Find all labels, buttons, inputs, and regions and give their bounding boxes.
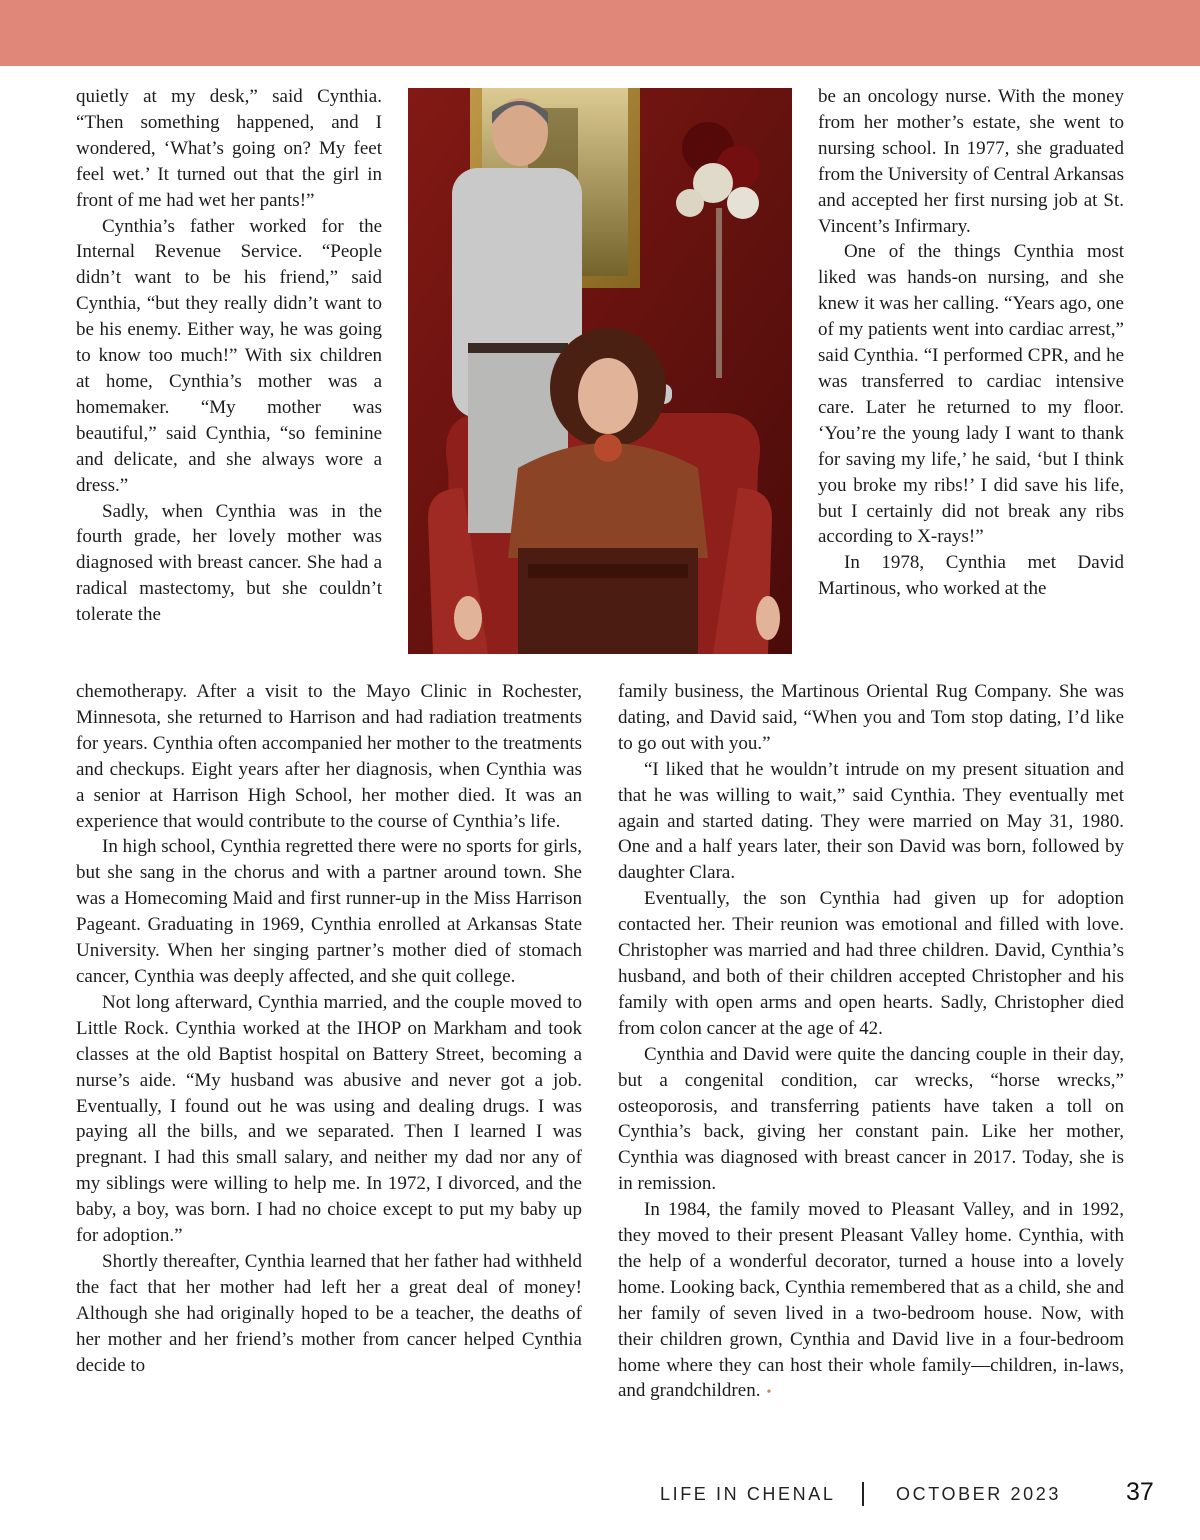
- paragraph: One of the things Cynthia most liked was hands-on nursing, and she knew it was her calling. “Years ago, one of my patients went into cardiac arrest,” said Cynthia. “I performed CPR, and he was transferred to cardiac intensive care. Later he returned to my floor. ‘You’re the young lady I want to thank for saving my life,’ he said, ‘but I think you broke my ribs!’ I did save his life, but I certainly did not break any ribs according to X-rays!”: [818, 241, 1124, 548]
- couple-photo: [408, 88, 792, 654]
- paragraph: chemotherapy. After a visit to the Mayo Clinic in Rochester, Minnesota, she returned to Harrison and had radiation treatments for years. Cynthia often accompanied her mother to the treatments and checkups. Eight years after her diagnosis, when Cynthia was a senior at Harrison High School, her mother died. It was an experience that would contribute to the course of Cynthia’s life.: [76, 681, 582, 832]
- page-number: 37: [1126, 1478, 1154, 1506]
- top-color-band: [0, 0, 1200, 66]
- paragraph: Cynthia’s father worked for the Internal Revenue Service. “People didn’t want to be his friend,” said Cynthia, “but they really didn’t want to be his enemy. Either way, he was going to know too much!” With six children at home, Cynthia’s mother was a homemaker. “My mother was beautiful,” said Cynthia, “so feminine and delicate, and she always wore a dress.”: [76, 215, 382, 496]
- left-column-bottom: [76, 679, 582, 1378]
- paragraph: Shortly thereafter, Cynthia learned that her father had withheld the fact that her mother had left her a great deal of money! Although she had originally hoped to be a teacher, the deaths of her mother and her friend’s mother from cancer helped Cynthia decide to: [76, 1250, 582, 1376]
- left-column-top: [76, 84, 382, 628]
- paragraph: In high school, Cynthia regretted there were no sports for girls, but she sang in the chorus and with a partner around town. She was a Homecoming Maid and first runner-up in the Miss Harrison Pageant. Graduating in 1969, Cynthia enrolled at Arkansas State University. When her singing partner’s mother died of stomach cancer, Cynthia was deeply affected, and she quit college.: [76, 836, 582, 987]
- paragraph: quietly at my desk,” said Cynthia. “Then something happened, and I wondered, ‘What’s going on? My feet feel wet.’ It turned out that the girl in front of me had wet her pants!”: [76, 86, 382, 211]
- paragraph: family business, the Martinous Oriental Rug Company. She was dating, and David said, “When you and Tom stop dating, I’d like to go out with you.”: [618, 681, 1124, 754]
- publication-name: LIFE IN CHENAL: [660, 1484, 836, 1504]
- paragraph-last: [618, 1197, 1124, 1406]
- right-column-bottom: [618, 679, 1124, 1406]
- paragraph: Not long afterward, Cynthia married, and the couple moved to Little Rock. Cynthia worked at the IHOP on Markham and took classes at the old Baptist hospital on Battery Street, becoming a nurse’s aide. “My husband was abusive and never got a job. Eventually, I found out he was using and dealing drugs. I was paying all the bills, and we separated. Then I learned I was pregnant. I had this small salary, and neither my dad nor any of my siblings were willing to help me. In 1972, I divorced, and the baby, a boy, was born. I had no choice except to put my baby up for adoption.”: [76, 991, 582, 1247]
- paragraph: be an oncology nurse. With the money from her mother’s estate, she went to nursing school. In 1977, she graduated from the University of Central Arkansas and accepted her first nursing job at St. Vincent’s Infirmary.: [818, 86, 1124, 237]
- paragraph: “I liked that he wouldn’t intrude on my present situation and that he was willing to wait,” said Cynthia. They eventually met again and started dating. They were married on May 31, 1980. One and a half years later, their son David was born, followed by daughter Clara.: [618, 758, 1124, 884]
- paragraph: Eventually, the son Cynthia had given up for adoption contacted her. Their reunion was emotional and filled with love. Christopher was married and had three children. David, Cynthia’s husband, and both of their children accepted Christopher and his family with open arms and open hearts. Sadly, Christopher died from colon cancer at the age of 42.: [618, 888, 1124, 1039]
- couple-photo-illustration: [408, 88, 792, 654]
- paragraph: Cynthia and David were quite the dancing couple in their day, but a congenital condition, car wrecks, “horse wrecks,” osteoporosis, and transferring patients have taken a toll on Cynthia’s back, giving her constant pain. Like her mother, Cynthia was diagnosed with breast cancer in 2017. Today, she is in remission.: [618, 1043, 1124, 1195]
- issue-date: OCTOBER 2023: [896, 1484, 1061, 1504]
- footer-divider: [862, 1482, 864, 1506]
- right-column-top: [818, 84, 1124, 602]
- page-footer: [0, 1478, 1200, 1512]
- paragraph-text: In 1984, the family moved to Pleasant Valley, and in 1992, they moved to their present Pleasant Valley home. Cynthia, with the help of a wonderful decorator, turned a house into a lovely home. Looking back, Cynthia remembered that as a child, she and her family of seven lived in a two-bedroom house. Now, with their children grown, Cynthia and David live in a four-bedroom home where they can host their whole family—children, in-laws, and grandchildren.: [618, 1199, 1124, 1402]
- paragraph: Sadly, when Cynthia was in the fourth grade, her lovely mother was diagnosed with breast cancer. She had a radical mastectomy, but she couldn’t tolerate the: [76, 500, 382, 626]
- end-mark-icon: •: [766, 1385, 772, 1401]
- paragraph: In 1978, Cynthia met David Martinous, who worked at the: [818, 552, 1124, 600]
